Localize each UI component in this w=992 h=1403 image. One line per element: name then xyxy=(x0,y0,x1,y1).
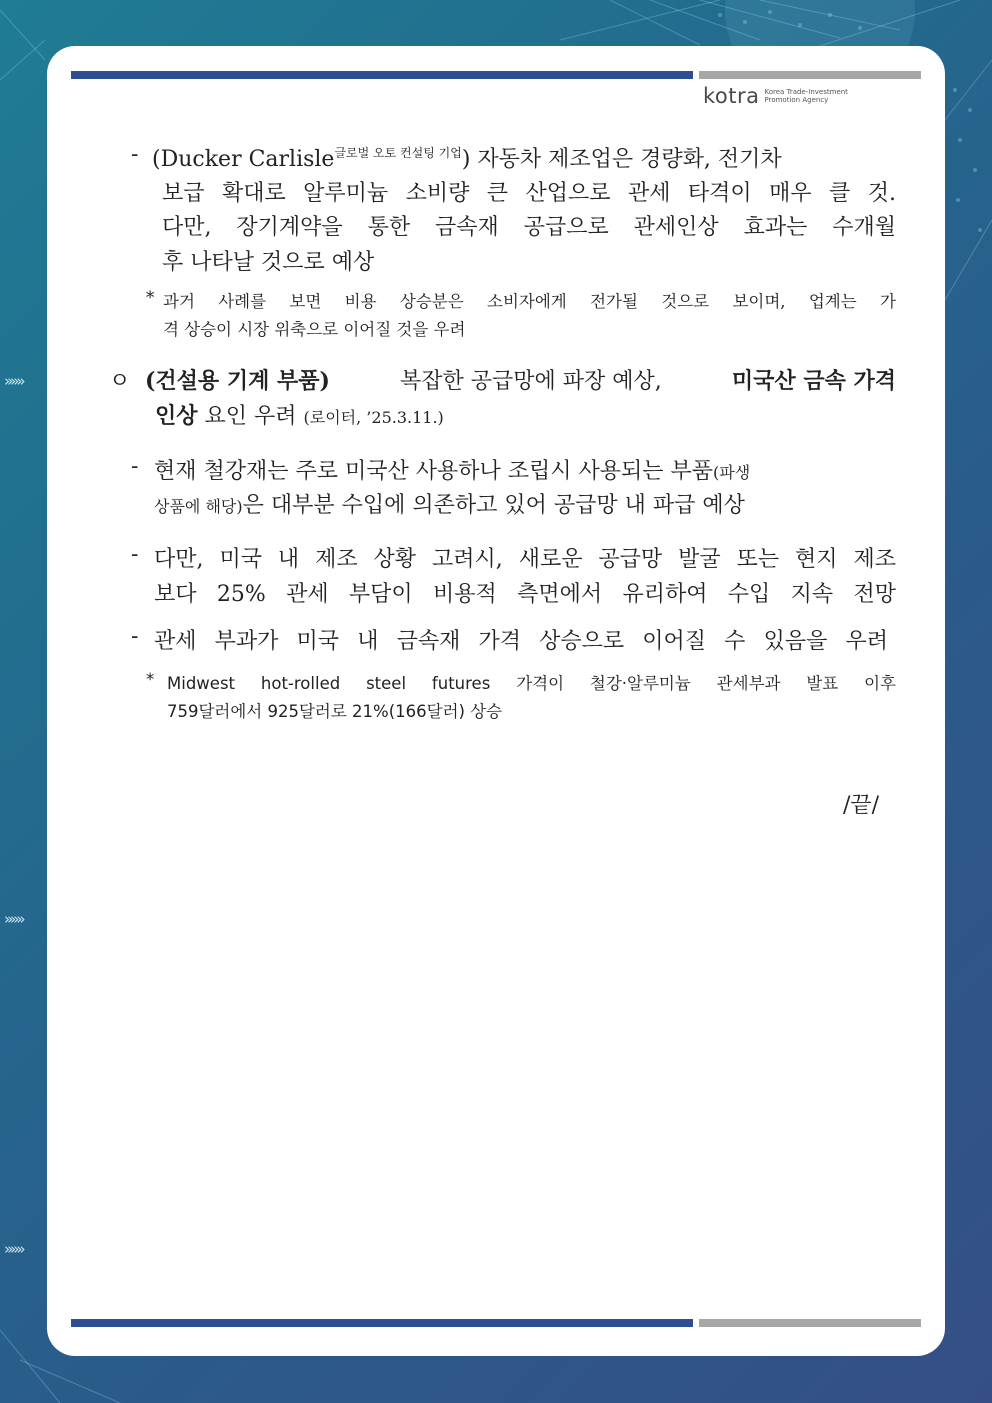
note1-line1: 과거 사례를 보면 비용 상승분은 소비자에게 전가될 것으로 보이며, 업계는 가 xyxy=(163,292,896,311)
superscript-note: 글로벌 오토 컨설팅 기업 xyxy=(334,146,462,160)
end-mark: /끝/ xyxy=(843,793,880,818)
para1-line4: 후 나타날 것으로 예상 xyxy=(162,250,375,275)
para1-line2: 보급 확대로 알루미늄 소비량 큰 산업으로 관세 타격이 매우 클 것. xyxy=(162,181,896,206)
section-line2: 인상 요인 우려 (로이터, ’25.3.11.) xyxy=(155,403,444,429)
left-chevron-decoration: »»» xyxy=(4,372,23,390)
para3-line1: 다만, 미국 내 제조 상황 고려시, 새로운 공급망 발굴 또는 현지 제조 xyxy=(154,547,896,572)
section-title: (건설용 기계 부품) xyxy=(145,368,330,394)
dash-marker: - xyxy=(131,454,139,479)
note1-line2: 격 상승이 시장 위축으로 이어질 것을 우려 xyxy=(163,320,466,339)
para2-line2: 상품에 해당)은 대부분 수입에 의존하고 있어 공급망 내 파급 예상 xyxy=(154,493,745,518)
asterisk-marker: * xyxy=(146,670,155,689)
kotra-logo xyxy=(703,84,848,108)
left-chevron-decoration: »»» xyxy=(4,1240,23,1258)
note2-line2: 759달러에서 925달러로 21%(166달러) 상승 xyxy=(167,702,503,721)
logo-subtitle: Korea Trade-Investment Promotion Agency xyxy=(764,88,848,104)
circle-bullet: ㅇ xyxy=(109,369,131,394)
dash-marker: - xyxy=(131,542,139,567)
logo-wordmark: kotra xyxy=(703,84,760,108)
footer-bar-gray xyxy=(699,1319,921,1327)
note2-line1: Midwest hot-rolled steel futures 가격이 철강·알루미늄 관세부과 발표 이후 xyxy=(167,674,896,693)
document-page xyxy=(47,46,945,1356)
asterisk-marker: * xyxy=(146,288,155,307)
footer-bar-blue xyxy=(71,1319,693,1327)
para1-line1: (Ducker Carlisle$^{글로벌 오토 컨설팅 기업}$) 자동차 제조업은 경량화, 전기차 xyxy=(152,146,782,172)
section-line1 xyxy=(145,364,896,395)
header-bar-blue xyxy=(71,71,693,79)
para2-line1: 현재 철강재는 주로 미국산 사용하나 조립시 사용되는 부품(파생 xyxy=(154,459,751,484)
dash-marker: - xyxy=(131,624,139,649)
para3-line2: 보다 25% 관세 부담이 비용적 측면에서 유리하여 수입 지속 전망 xyxy=(154,582,896,607)
left-chevron-decoration: »»» xyxy=(4,910,23,928)
section-highlight: 미국산 금속 가격 xyxy=(731,368,896,394)
para1-line3: 다만, 장기계약을 통한 금속재 공급으로 관세인상 효과는 수개월 xyxy=(162,215,896,240)
header-bar-gray xyxy=(699,71,921,79)
source-citation: (로이터, ’25.3.11.) xyxy=(303,408,444,427)
para4-line1: 관세 부과가 미국 내 금속재 가격 상승으로 이어질 수 있음을 우려 xyxy=(154,629,888,654)
section-subject: 복잡한 공급망에 파장 예상, xyxy=(400,369,662,394)
dash-marker: - xyxy=(131,142,139,167)
